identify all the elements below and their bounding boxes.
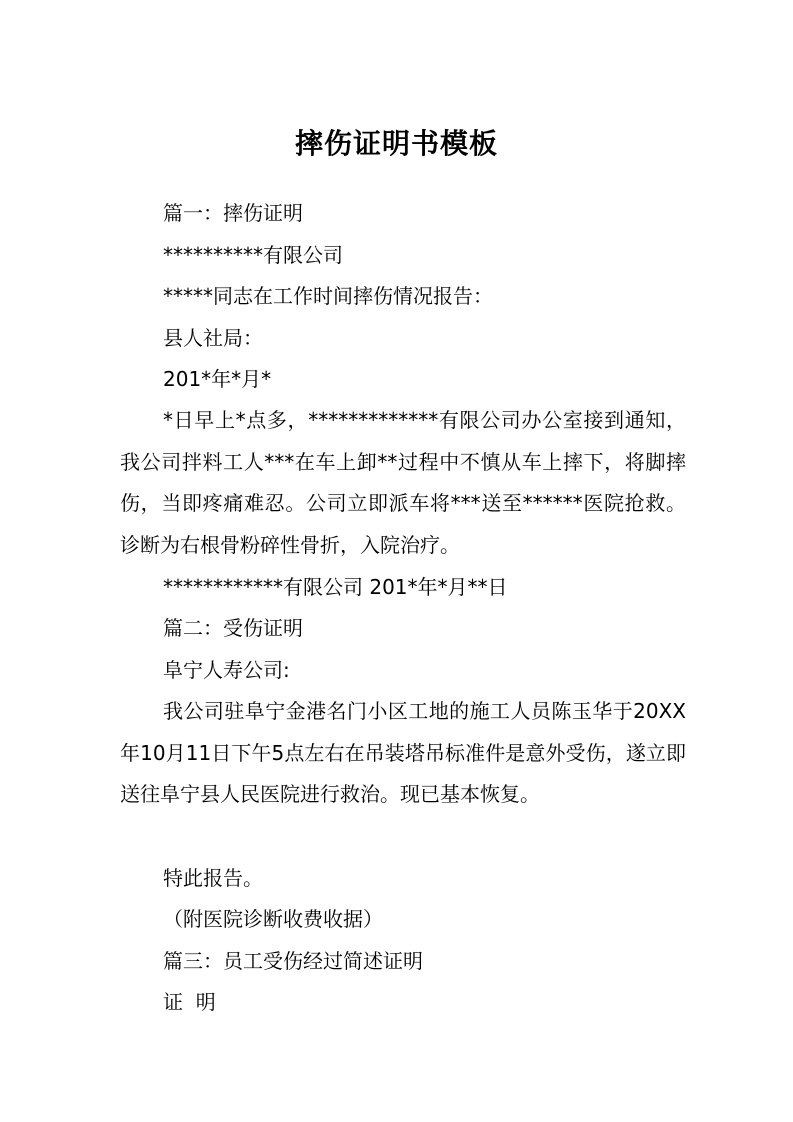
section2-addressee: 阜宁人寿公司: (163, 658, 290, 682)
section2-closing: 特此报告。 (163, 866, 263, 890)
section2-attachment: （附医院诊断收费收据） (163, 907, 383, 931)
section2-body: 我公司驻阜宁金港名门小区工地的施工人员陈玉华于20XX年10月11日下午5点左右在吊装塔吊标准件是意外受伤，遂立即送往阜宁县人民医院进行救治。现已基本恢复。 (120, 699, 686, 806)
section2-heading: 篇二：受伤证明 (163, 616, 303, 640)
section1-heading: 篇一：摔伤证明 (163, 201, 303, 225)
section1-company: **********有限公司 (163, 243, 343, 267)
section1-date-line: 201*年*月* (163, 367, 272, 391)
section1-body: *日早上*点多，*************有限公司办公室接到通知，我公司拌料工人***在车上卸**过程中不慎从车上摔下，将脚摔伤，当即疼痛难忍。公司立即派车将***送至******医院抢救。诊断为右根骨粉碎性骨折，入院治疗。 (120, 408, 686, 557)
document-title: 摔伤证明书模板 (294, 127, 498, 160)
section1-report-title: *****同志在工作时间摔伤情况报告： (163, 284, 493, 308)
section3-title: 证 明 (163, 990, 216, 1014)
section3-heading: 篇三：员工受伤经过简述证明 (163, 949, 423, 973)
section1-addressee: 县人社局： (163, 326, 263, 350)
section1-signature: ************有限公司 201*年*月**日 (163, 575, 508, 599)
